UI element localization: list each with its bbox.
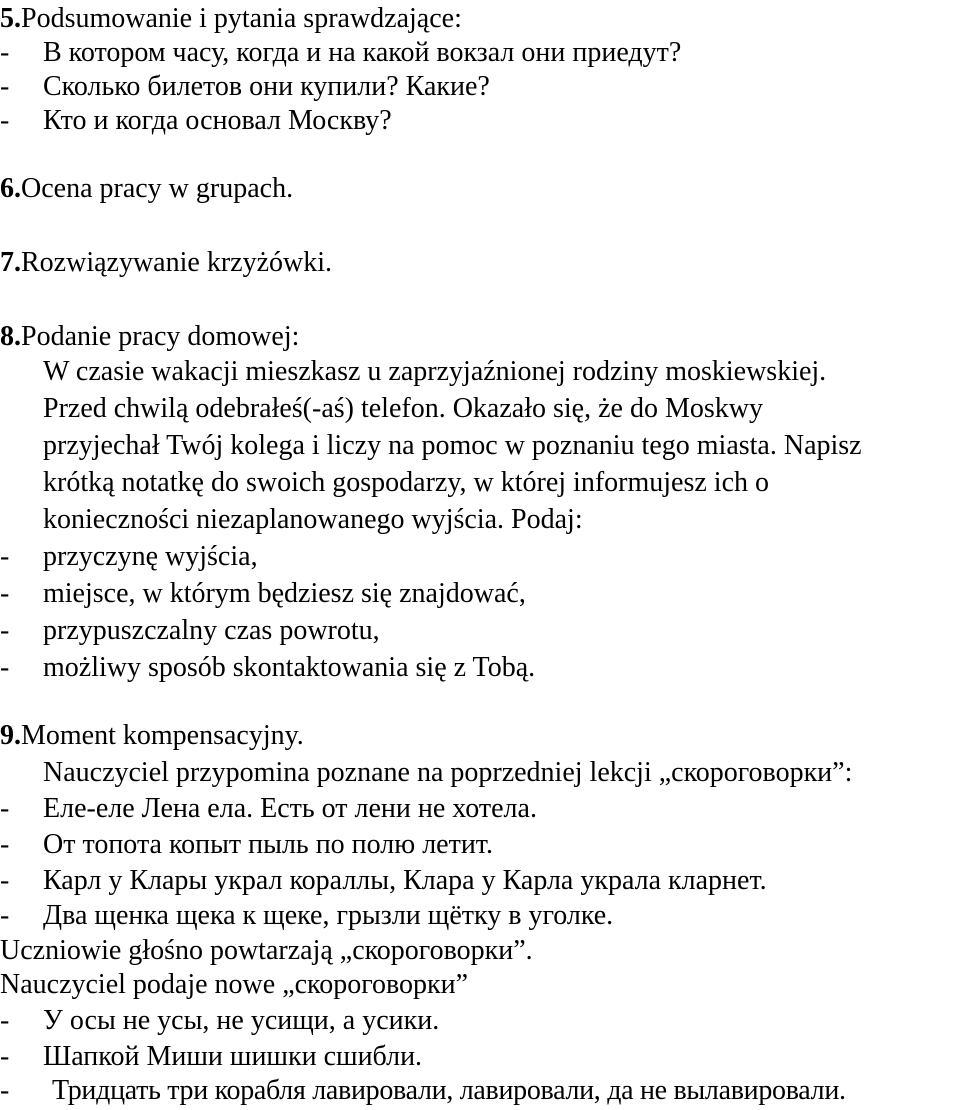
section-9-intro: Nauczyciel przypomina poznane na poprzedniej lekcji „скороговорки”: [43, 757, 853, 788]
section-9-item-1 [0, 792, 960, 826]
dash-bullet: - [0, 1005, 10, 1036]
section-6-title: Ocena pracy w grupach. [21, 173, 294, 204]
dash-bullet: - [0, 900, 10, 931]
homework-paragraph-line: Przed chwilą odebrałeś(-aś) telefon. Okazało się, że do Moskwy [43, 393, 763, 424]
dash-bullet: - [0, 1075, 10, 1106]
list-item-text: Сколько билетов они купили? Какие? [43, 71, 490, 102]
list-item-text: możliwy sposób skontaktowania się z Tobą. [43, 652, 536, 683]
section-5-heading [0, 2, 462, 36]
list-item-text: От топота копыт пыль по полю летит. [43, 829, 493, 860]
dash-bullet: - [0, 865, 10, 896]
section-8-title: Podanie pracy domowej: [21, 321, 300, 352]
section-8-item-2 [0, 577, 960, 611]
section-9-repeat-line: Uczniowie głośno powtarzają „скороговорки”. [0, 935, 533, 966]
section-9-new-line: Nauczyciel podaje nowe „скороговорки” [0, 969, 469, 1000]
section-9-new-item-1 [0, 1004, 960, 1038]
section-9-number: 9. [0, 720, 21, 751]
list-item-text: miejsce, w którym będziesz się znajdować, [43, 578, 526, 609]
homework-paragraph-line: konieczności niezaplanowanego wyjścia. Podaj: [43, 504, 583, 535]
list-item-text: przypuszczalny czas powrotu, [43, 615, 380, 646]
list-item-text: Кто и когда основал Москву? [43, 105, 392, 136]
section-5-number: 5. [0, 3, 21, 34]
section-9-title: Moment kompensacyjny. [21, 720, 304, 751]
section-5-item-1 [0, 36, 960, 70]
section-9-new-item-3 [0, 1074, 960, 1108]
section-8-item-4 [0, 651, 960, 685]
section-6-heading [0, 172, 293, 206]
section-8-number: 8. [0, 321, 21, 352]
dash-bullet: - [0, 652, 10, 683]
section-8-heading [0, 320, 299, 354]
section-5-item-2 [0, 70, 960, 104]
dash-bullet: - [0, 105, 10, 136]
dash-bullet: - [0, 829, 10, 860]
list-item-text: Два щенка щека к щеке, грызли щётку в уголке. [43, 900, 614, 931]
list-item-text: В котором часу, когда и на какой вокзал они приедут? [43, 37, 682, 68]
list-item-text: У осы не усы, не усищи, а усики. [43, 1005, 440, 1036]
section-7-heading [0, 246, 332, 280]
section-8-item-3 [0, 614, 960, 648]
list-item-text: Карл у Клары украл кораллы, Клара у Карла украла кларнет. [43, 865, 767, 896]
list-item-text: przyczynę wyjścia, [43, 541, 258, 572]
homework-paragraph-line: W czasie wakacji mieszkasz u zaprzyjaźnionej rodziny moskiewskiej. [43, 356, 827, 387]
homework-paragraph-line: przyjechał Twój kolega i liczy na pomoc w poznaniu tego miasta. Napisz [43, 430, 862, 461]
dash-bullet: - [0, 541, 10, 572]
section-7-number: 7. [0, 247, 21, 278]
section-9-item-3 [0, 864, 960, 898]
section-9-item-2 [0, 828, 960, 862]
dash-bullet: - [0, 71, 10, 102]
section-9-heading [0, 719, 304, 753]
section-5-title: Podsumowanie i pytania sprawdzające: [21, 3, 462, 34]
dash-bullet: - [0, 37, 10, 68]
section-6-number: 6. [0, 173, 21, 204]
dash-bullet: - [0, 793, 10, 824]
list-item-text: Еле-еле Лена ела. Есть от лени не хотела. [43, 793, 537, 824]
list-item-text: Шапкой Миши шишки сшибли. [43, 1041, 423, 1072]
dash-bullet: - [0, 615, 10, 646]
dash-bullet: - [0, 578, 10, 609]
section-9-item-4 [0, 899, 960, 933]
section-8-item-1 [0, 540, 960, 574]
dash-bullet: - [0, 1041, 10, 1072]
section-9-new-item-2 [0, 1040, 960, 1074]
section-7-title: Rozwiązywanie krzyżówki. [21, 247, 332, 278]
section-5-item-3 [0, 104, 960, 138]
homework-paragraph-line: krótką notatkę do swoich gospodarzy, w której informujesz ich o [43, 467, 770, 498]
list-item-text: Тридцать три корабля лавировали, лавировали, да не вылавировали. [52, 1075, 846, 1106]
